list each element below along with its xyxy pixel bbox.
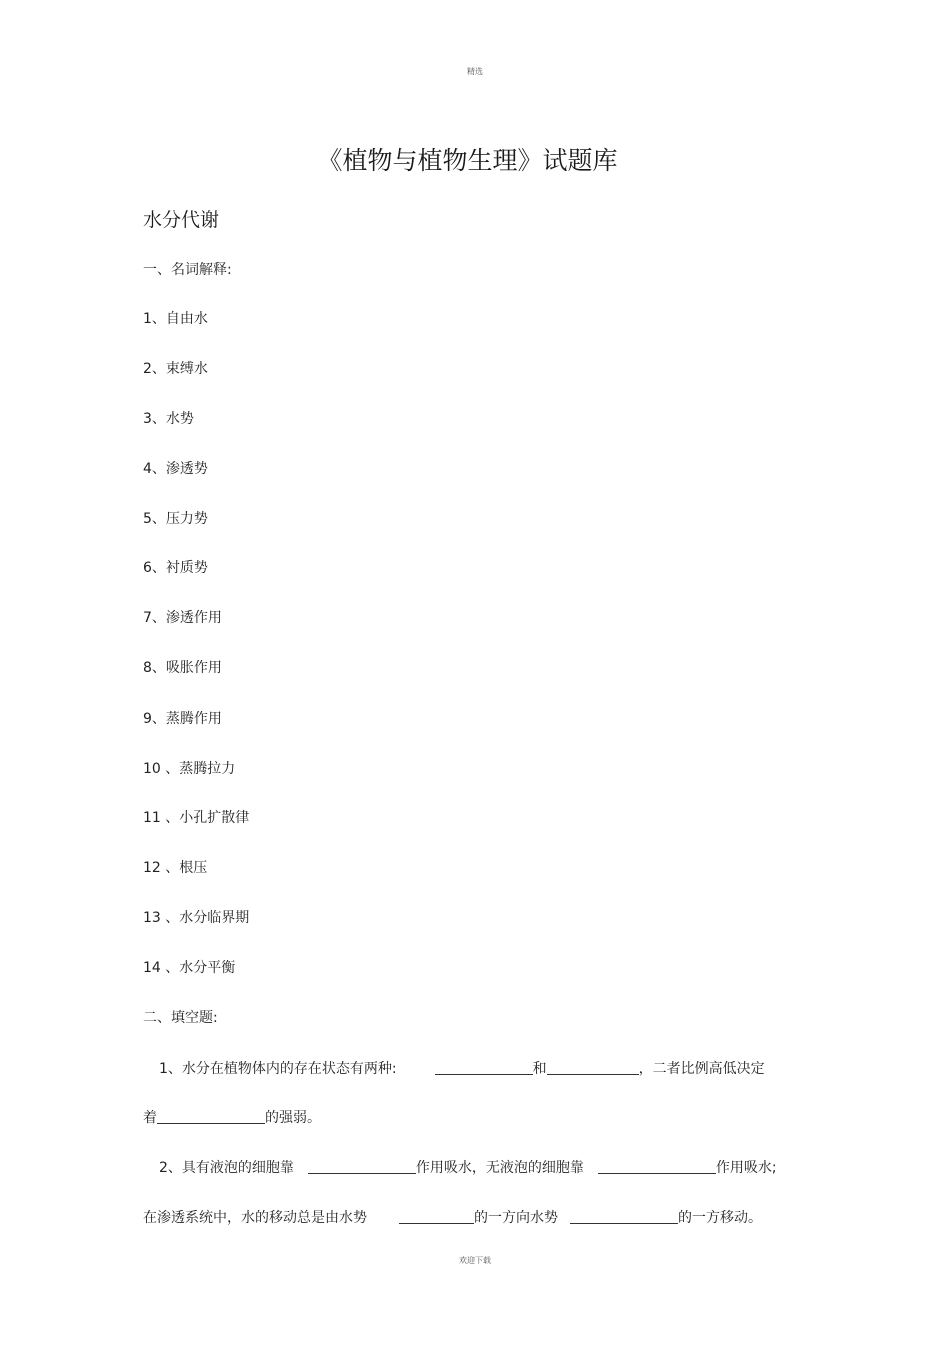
footer-watermark: 欢迎下载 <box>459 1256 491 1265</box>
section-heading-fill-blank: 二、填空题: <box>143 1010 218 1026</box>
question-1-text-c: ，二者比例高低决定 <box>638 1061 765 1077</box>
question-1-text-a: 1、水分在植物体内的存在状态有两种: <box>159 1061 397 1077</box>
term-item: 6、衬质势 <box>143 560 208 576</box>
answer-blank[interactable] <box>570 1209 678 1224</box>
term-item: 8、吸胀作用 <box>143 660 222 676</box>
answer-blank[interactable] <box>547 1060 639 1075</box>
document-title: 《植物与植物生理》试题库 <box>317 146 618 175</box>
answer-blank[interactable] <box>157 1109 265 1124</box>
term-item: 7、渗透作用 <box>143 610 222 626</box>
question-1-text-e: 的强弱。 <box>265 1110 321 1126</box>
question-1-line-1 <box>159 1058 765 1078</box>
question-1-line-2 <box>143 1107 321 1127</box>
term-item: 14 、水分平衡 <box>143 960 236 976</box>
term-item: 2、束缚水 <box>143 361 208 377</box>
header-watermark: 精选 <box>467 67 483 76</box>
term-item: 10 、蒸腾拉力 <box>143 761 236 777</box>
section-heading-definitions: 一、名词解释: <box>143 262 232 278</box>
chapter-title: 水分代谢 <box>143 209 220 231</box>
question-2-text-c: 作用吸水; <box>715 1160 777 1176</box>
question-2-text-b: 作用吸水，无液泡的细胞靠 <box>415 1160 584 1176</box>
question-1-text-d: 着 <box>143 1110 157 1126</box>
answer-blank[interactable] <box>598 1159 716 1174</box>
term-item: 12 、根压 <box>143 860 208 876</box>
question-2-line-2 <box>143 1207 762 1227</box>
term-item: 9、蒸腾作用 <box>143 711 222 727</box>
term-item: 5、压力势 <box>143 511 208 527</box>
term-item: 1、自由水 <box>143 311 208 327</box>
question-2-line-1 <box>159 1157 777 1177</box>
question-2-text-f: 的一方移动。 <box>678 1210 762 1226</box>
question-2-text-a: 2、具有液泡的细胞靠 <box>159 1160 294 1176</box>
term-item: 13 、水分临界期 <box>143 910 250 926</box>
answer-blank[interactable] <box>399 1209 474 1224</box>
question-2-text-d: 在渗透系统中，水的移动总是由水势 <box>143 1210 367 1226</box>
answer-blank[interactable] <box>435 1060 533 1075</box>
question-2-text-e: 的一方向水势 <box>474 1210 558 1226</box>
answer-blank[interactable] <box>308 1159 416 1174</box>
term-item: 4、渗透势 <box>143 461 208 477</box>
question-1-text-b: 和 <box>532 1061 547 1077</box>
term-item: 11 、小孔扩散律 <box>143 810 250 826</box>
term-item: 3、水势 <box>143 411 194 427</box>
